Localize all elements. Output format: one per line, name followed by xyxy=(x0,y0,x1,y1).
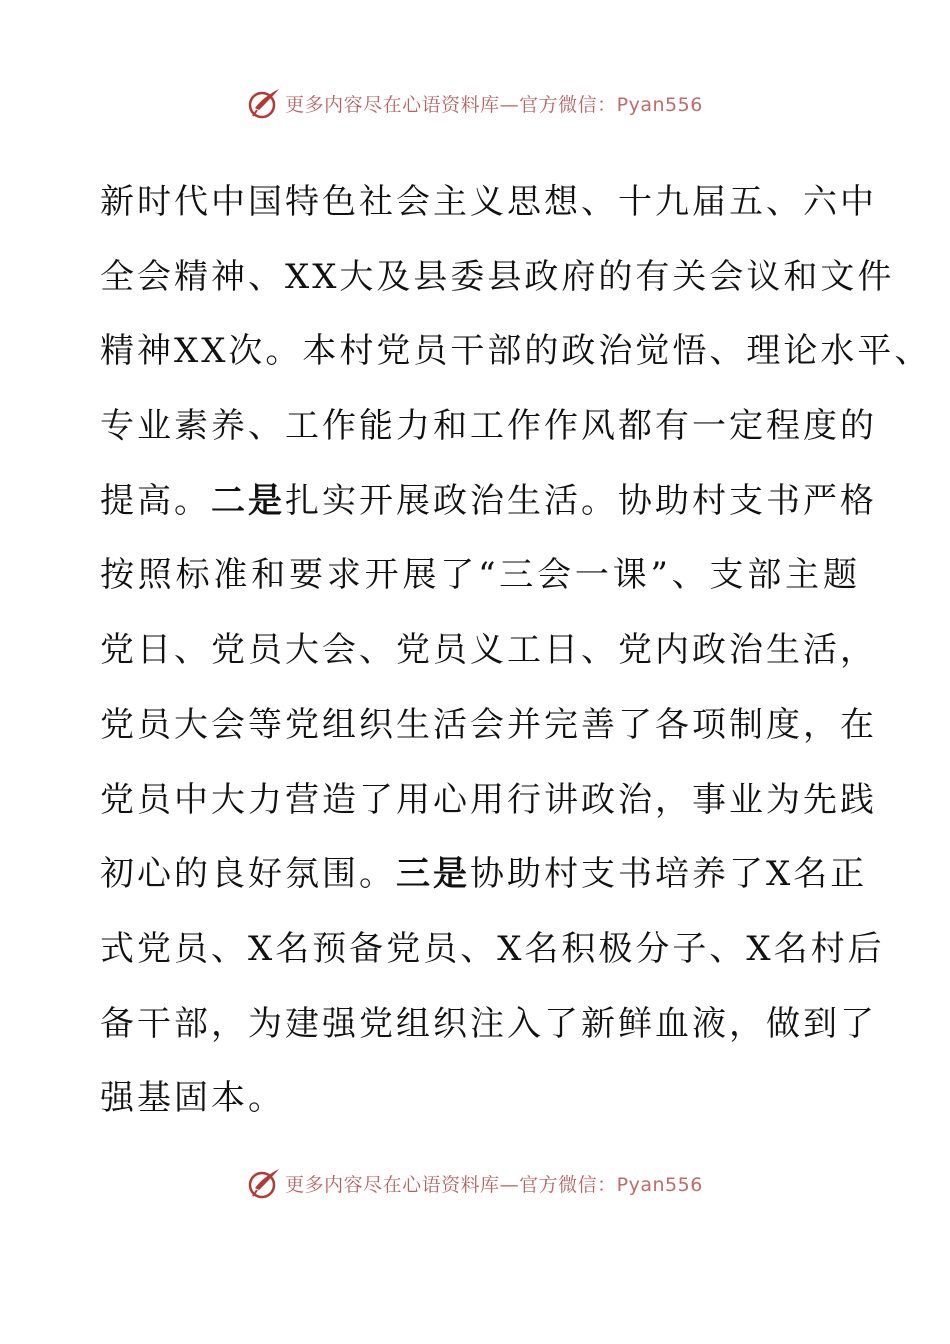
text-line: 初心的良好氛围。三是协助村支书培养了X名正 xyxy=(100,854,868,895)
text-line: 提高。二是扎实开展政治生活。协助村支书严格 xyxy=(100,480,877,521)
point-two-label: 二是 xyxy=(211,480,285,521)
text-line: 专业素养、工作能力和工作作风都有一定程度的 xyxy=(100,406,877,447)
quill-logo-icon xyxy=(247,86,281,120)
text-line: 新时代中国特色社会主义思想、十九届五、六中 xyxy=(100,182,877,222)
text-line: 备干部，为建强党组织注入了新鲜血液，做到了 xyxy=(100,1003,877,1044)
text-line: 党员中大力营造了用心用行讲政治，事业为先践 xyxy=(100,779,877,820)
text-line: 按照标准和要求开展了“三会一课”、支部主题 xyxy=(100,555,860,596)
text-line: 党员大会等党组织生活会并完善了各项制度，在 xyxy=(100,704,877,745)
banner-text: 更多内容尽在心语资料库—官方微信：Pyan556 xyxy=(285,93,703,116)
text-line: 强基固本。 xyxy=(100,1078,285,1119)
text-line: 式党员、X名预备党员、X名积极分子、X名村后 xyxy=(100,928,885,969)
document-body xyxy=(100,165,932,1136)
wechat-id: Pyan556 xyxy=(616,1173,703,1196)
header-banner xyxy=(0,83,950,123)
text-line: 全会精神、XX大及县委县政府的有关会议和文件 xyxy=(100,256,895,297)
footer-banner xyxy=(0,1163,950,1203)
text-line: 党日、党员大会、党员义工日、党内政治生活， xyxy=(100,630,877,671)
text-line: 精神XX次。本村党员干部的政治觉悟、理论水平、 xyxy=(100,331,932,372)
banner-text: 更多内容尽在心语资料库—官方微信：Pyan556 xyxy=(285,1173,703,1196)
point-three-label: 三是 xyxy=(396,854,470,895)
quill-logo-icon xyxy=(247,1166,281,1200)
wechat-id: Pyan556 xyxy=(616,93,703,116)
